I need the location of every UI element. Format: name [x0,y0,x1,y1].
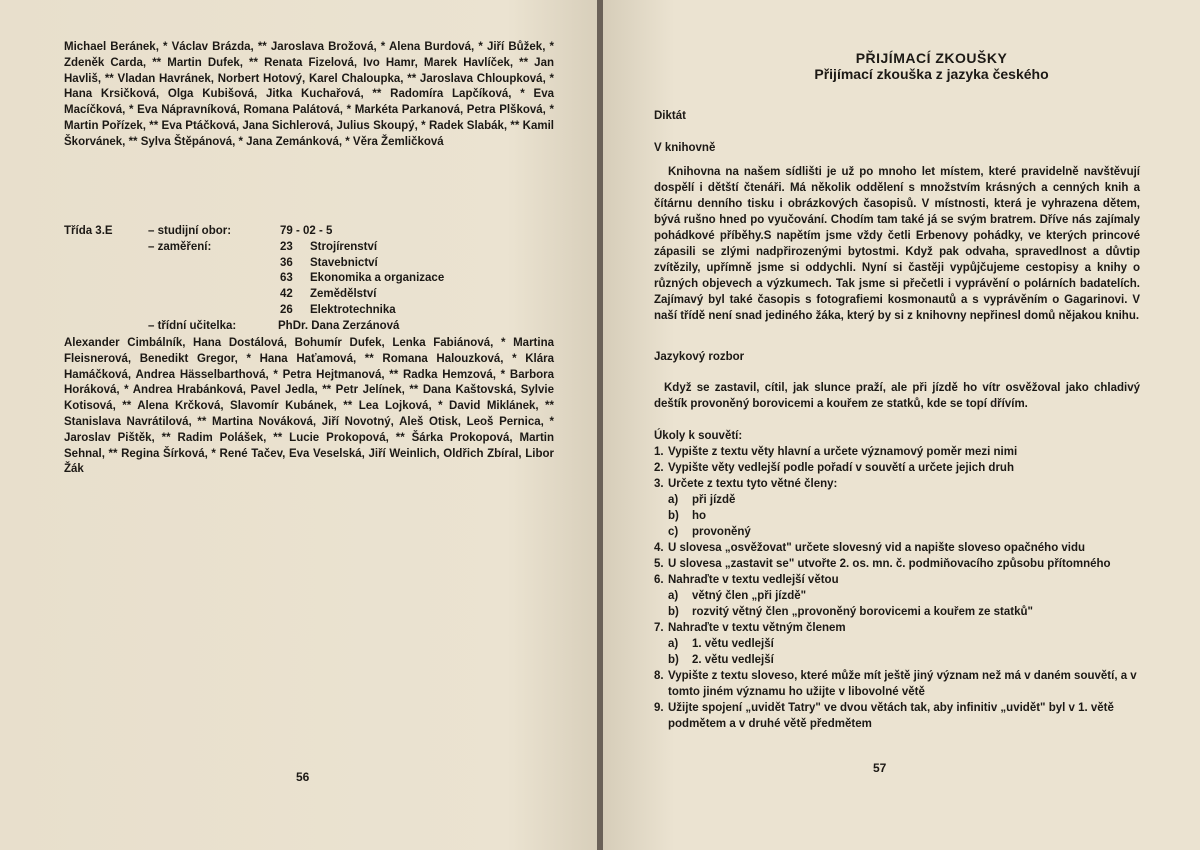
task-subitem: b) 2. větu vedlejší [668,654,774,666]
section-heading-analysis: Jazykový rozbor [654,351,745,363]
page-number-left: 56 [296,770,310,784]
task-subitem: b) ho [668,510,707,522]
class-label: Třída 3.E [64,225,113,237]
task-item: 1. Vypište z textu věty hlavní a určete významový poměr mezi nimi [654,446,1018,458]
focus-num: 26 [280,303,293,316]
task-item: 8. Vypište z textu sloveso, které může mít ještě jiný význam než má v daném souvětí, a v tomto jiném významu ho užijte v libovolné větě [654,670,1137,698]
focus-name: Stavebnictví [310,256,378,269]
dictation-text: Knihovna na našem sídlišti je už po mnoho let místem, které pravidelně navštěvují dospělí i dětští čtenáři. Má několik oddělení s množstvím krásných a cenných knih a čítárnu denního tisku i obrázkových časopisů. V místnosti, která je vyhrazena dětem, bývá rušno hned po vyučování. Chodím tam také já se svým bratrem. Dříve nás zajímaly pohádkové příběhy.S napětím jsme vždy četli Erbenovy pohádky, ve kterých princové zápasili se zlými nadpřirozenými bytostmi. Když pak odvaha, spravedlnost a důvtip zvítězily, upřímně jsme si oddychli. Nyní si častěji vypůjčujeme cestopisy a knihy o různých objevech a výzkumech. Tak jsme si přečetli i vyprávění o polárních badatelích. Zajímavý byl také časopis s fotografiemi kosmonautů a s vyprávěním o Gagarinovi. V naší třídě není snad jediného žáka, který by si z knihovny nepřinesl domů nějakou knihu. [654,166,1140,322]
focus-name: Ekonomika a organizace [310,272,445,285]
focus-label: – zaměření: [148,240,212,253]
task-subitem: b) rozvitý větný člen „provoněný borovicemi a kouřem ze statků" [668,606,1033,618]
names-block-2: Alexander Cimbálník, Hana Dostálová, Bohumír Dufek, Lenka Fabiánová, * Martina Fleisnerová, Benedikt Gregor, * Hana Haťamová, ** Romana Halouzková, * Klára Hamáčková, Andrea Hässelbarthová, * Petra Hejtmanová, ** Radka Hemzová, * Barbora Horáková, * Andrea Hrabánková, Pavel Jedla, ** Petr Jelínek, ** Dana Kaštovská, Sylvie Kotisová, ** Alena Krčková, Slavomír Kubánek, ** Lea Lojková, * David Miklánek, ** Stanislava Navrátilová, ** Martina Nováková, Jiří Novotný, Aleš Otisk, Leoš Pernica, * Jaroslav Pištěk, ** Radim Polášek, ** Lucie Prokopová, ** Šárka Prokopová, Martin Sehnal, ** Regina Šírková, * René Tačev, Eva Veselská, Jiří Weinlich, Oldřich Zbíral, Libor Žák [64,337,554,476]
task-subitem: c) provoněný [668,526,751,538]
task-item: 5. U slovesa „zastavit se" utvořte 2. os. mn. č. podmiňovacího způsobu přítomného [654,558,1111,570]
names-block-1: Michael Beránek, * Václav Brázda, ** Jaroslava Brožová, * Alena Burdová, * Jiří Bůžek, * Zdeněk Carda, ** Martin Dufek, ** Renata Fizelová, Ivo Hamr, Marek Havlíček, ** Jan Havliš, ** Vladan Havránek, Norbert Hotový, Karel Chaloupka, ** Jaroslava Chloupková, * Hana Krsičková, Olga Kubišová, Jitka Kuchařová, ** Radomíra Lapčíková, * Eva Macíčková, * Eva Nápravníková, Romana Palátová, * Markéta Parkanová, Petra Plšková, * Martin Pořízek, ** Eva Ptáčková, Jana Sichlerová, Julius Skoupý, * Radek Slabák, ** Kamil Škorvánek, ** Sylva Štěpánová, * Jana Zemánková, * Věra Žemličková [64,41,554,148]
section-heading-dictation: Diktát [654,110,686,122]
task-subitem: a) při jízdě [668,494,736,506]
class-info [64,224,544,335]
teacher-name: PhDr. Dana Zerzánová [278,319,400,332]
task-subitem: a) větný člen „při jízdě" [668,590,807,602]
focus-num: 42 [280,288,293,301]
tasks-heading: Úkoly k souvětí: [654,430,743,442]
teacher-label: – třídní učitelka: [148,319,237,332]
task-item: 9. Užijte spojení „uvidět Tatry" ve dvou větách tak, aby infinitiv „uvidět" byl v 1. větě podmětem a v druhé větě předmětem [654,702,1114,730]
task-item: 7. Nahraďte v textu větným členem [654,622,846,634]
task-item: 6. Nahraďte v textu vedlejší větou [654,574,839,586]
task-subitem: a) 1. větu vedlejší [668,638,774,650]
field-label: – studijní obor: [148,225,232,237]
dictation-title: V knihovně [654,142,716,154]
focus-num: 23 [280,240,293,253]
focus-name: Zemědělství [310,288,377,301]
focus-name: Elektrotechnika [310,303,396,316]
page-number-right: 57 [873,761,887,775]
task-item: 3. Určete z textu tyto větné členy: [654,478,838,490]
focus-name: Strojírenství [310,240,378,253]
page-title: PŘIJÍMACÍ ZKOUŠKY [855,50,1008,66]
focus-num: 63 [280,272,293,285]
field-code: 79 - 02 - 5 [280,225,333,237]
task-item: 4. U slovesa „osvěžovat" určete slovesný vid a napište sloveso opačného vidu [654,542,1086,554]
task-item: 2. Vypište věty vedlejší podle pořadí v souvětí a určete jejich druh [654,462,1014,474]
left-page [0,0,597,850]
page-subtitle: Přijímací zkouška z jazyka českého [814,66,1049,82]
tasks-list [654,444,1140,732]
focus-num: 36 [280,256,293,269]
analysis-text: Když se zastavil, cítil, jak slunce praží, ale při jízdě ho vítr osvěžoval jako chladivý deštík provoněný borovicemi a kouřem ze statků, kde se topí dřívím. [654,382,1140,410]
